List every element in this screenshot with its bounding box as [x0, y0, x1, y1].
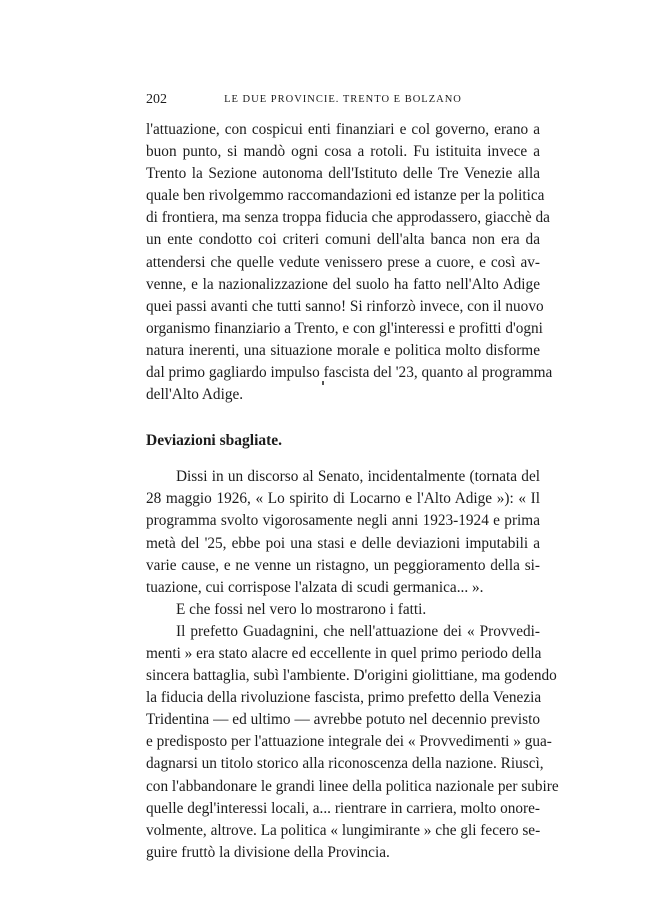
text-line: volmente, altrove. La politica « lungimirante » che gli fecero se-	[146, 821, 541, 839]
text-line: guire fruttò la divisione della Provincia.	[146, 843, 390, 861]
page-number: 202	[146, 92, 167, 107]
text-line: metà del '25, ebbe poi una stasi e delle deviazioni imputabili a	[146, 534, 540, 552]
text-line: dal primo gagliardo impulso fascista del '23, quanto al programma	[146, 364, 553, 382]
text-line: natura inerenti, una situazione morale e politica molto disforme	[146, 341, 540, 359]
text-line: Trento la Sezione autonoma dell'Istituto delle Tre Venezie alla	[146, 165, 540, 183]
running-title: LE DUE PROVINCIE. TRENTO E BOLZANO	[224, 94, 462, 105]
text-line: e predisposto per l'attuazione integrale dei « Provvedimenti » gua-	[146, 733, 552, 751]
text-line: buon punto, si mandò ogni cosa a rotoli. Fu istituita invece a	[146, 143, 540, 161]
text-line: quale ben rivolgemmo raccomandazioni ed istanze per la politica	[146, 187, 545, 205]
text-line: organismo finanziario a Trento, e con gl'interessi e profitti d'ogni	[146, 319, 543, 337]
text-line: un ente condotto coi criteri comuni dell'alta banca non era da	[146, 231, 540, 249]
text-line: la fiducia della rivoluzione fascista, primo prefetto della Venezia	[146, 689, 542, 707]
paragraph	[146, 599, 540, 621]
text-line: attendersi che quelle vedute venissero prese a cuore, e così av-	[146, 253, 540, 271]
text-line: Tridentina — ed ultimo — avrebbe potuto nel decennio previsto	[146, 711, 540, 729]
text-line: 28 maggio 1926, « Lo spirito di Locarno e l'Alto Adige »): « Il	[146, 490, 540, 508]
text-line: l'attuazione, con cospicui enti finanziari e col governo, erano a	[146, 121, 540, 138]
text-line: di frontiera, ma senza troppa fiducia che approdassero, giacchè da	[146, 209, 550, 227]
text-line: quelle degl'interessi locali, a... rientrare in carriera, molto onore-	[146, 799, 540, 817]
text-line: Dissi in un discorso al Senato, incidentalmente (tornata del	[176, 468, 540, 486]
text-line: sincera battaglia, subì l'ambiente. D'origini giolittiane, ma godendo	[146, 667, 557, 685]
text-line: dagnarsi un titolo storico alla riconoscenza della nazione. Riuscì,	[146, 755, 544, 773]
text-line: menti » era stato alacre ed eccellente in quel primo periodo della	[146, 644, 542, 662]
text-line: venne, e la nazionalizzazione del suolo ha fatto nell'Alto Adige	[146, 275, 540, 293]
paragraph	[146, 119, 553, 406]
text-line: tuazione, cui corrispose l'alzata di scudi germanica... ».	[146, 578, 484, 596]
text-line: E che fossi nel vero lo mostrarono i fatti.	[176, 600, 427, 618]
text-line: dell'Alto Adige.	[146, 386, 244, 404]
text-line: con l'abbandonare le grandi linee della politica nazionale per subire	[146, 777, 559, 795]
page-header	[146, 92, 540, 110]
section-heading: Deviazioni sbagliate.	[146, 432, 283, 450]
text-line: varie cause, e ne venne un ristagno, un peggioramento della si-	[146, 556, 540, 574]
text-line: programma svolto vigorosamente negli anni 1923-1924 e prima	[146, 512, 540, 530]
paragraph	[146, 621, 559, 864]
paragraph	[146, 466, 540, 599]
text-line: quei passi avanti che tutti sanno! Si rinforzò invece, con il nuovo	[146, 297, 544, 315]
page-body	[146, 119, 559, 864]
text-line: Il prefetto Guadagnini, che nell'attuazione dei « Provvedi-	[176, 622, 540, 640]
